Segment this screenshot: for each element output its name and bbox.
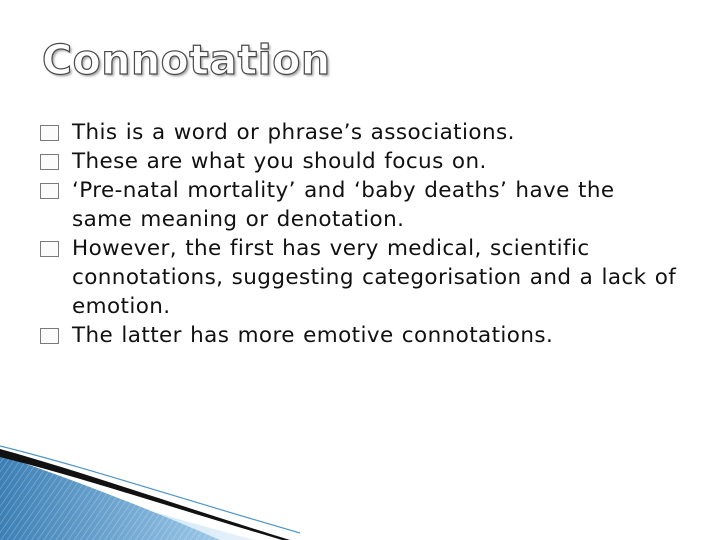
corner-swoosh-decoration [0,445,300,540]
hollow-square-bullet-icon [40,328,59,344]
bullet-text: ‘Pre-natal mortality’ and ‘baby deaths’ have the same meaning or denotation. [72,178,615,232]
slide-title: Connotation [42,36,331,84]
hollow-square-bullet-icon [40,183,59,199]
bullet-item [40,118,680,147]
bullet-text: However, the first has very medical, scientific connotations, suggesting categorisation and a lack of emotion. [72,236,677,319]
hollow-square-bullet-icon [40,241,59,257]
bullet-item [40,147,680,176]
hollow-square-bullet-icon [40,125,59,141]
bullet-list [40,118,680,350]
bullet-text: These are what you should focus on. [72,149,487,174]
hollow-square-bullet-icon [40,154,59,170]
bullet-text: This is a word or phrase’s associations. [72,120,515,145]
bullet-item [40,321,680,350]
bullet-item [40,176,680,234]
bullet-item [40,234,680,321]
bullet-text: The latter has more emotive connotations. [72,323,554,348]
